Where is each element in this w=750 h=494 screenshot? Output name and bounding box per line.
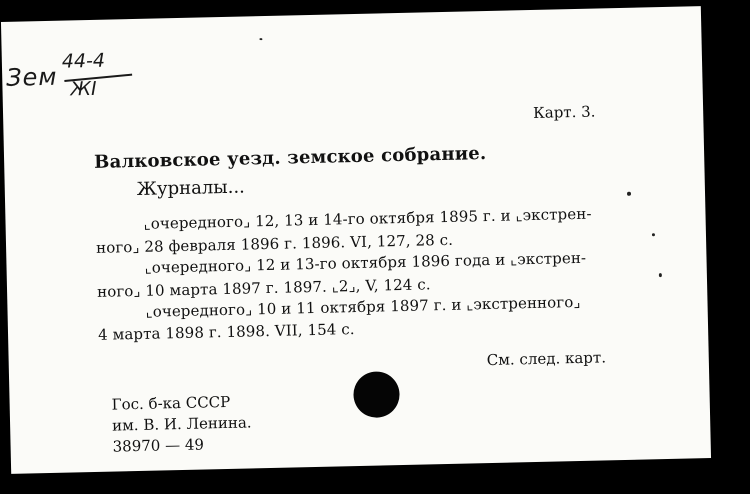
- card-number: Карт. 3.: [532, 102, 596, 122]
- library-name: Гос. б-ка СССР: [111, 392, 231, 414]
- handwritten-numerator: 44-4: [61, 49, 106, 73]
- card-subtitle: Журналы...: [136, 176, 246, 200]
- card-title: Валковское уезд. земское собрание.: [93, 143, 487, 173]
- entry-line: ного⌟ 28 февраля 1896 г. 1896. VI, 127, 28 с.: [95, 230, 454, 257]
- ink-speck: [659, 273, 662, 277]
- handwritten-denominator: ЖI: [70, 77, 97, 101]
- entry-line: ⌞очередного⌟ 10 и 11 октября 1897 г. и ⌞экстренного⌟: [145, 292, 581, 321]
- see-next-card-note: См. след. карт.: [486, 348, 607, 370]
- entry-line: ного⌟ 10 марта 1897 г. 1897. ⌞2⌟, V, 124 с.: [96, 275, 431, 301]
- punch-hole: [353, 371, 400, 418]
- ink-speck: [627, 192, 631, 196]
- entry-line: 4 марта 1898 г. 1898. VII, 154 с.: [97, 320, 355, 344]
- ink-speck: [652, 233, 655, 236]
- ink-speck: [259, 38, 262, 40]
- library-call-number: 38970 — 49: [112, 435, 205, 456]
- catalog-card: [1, 6, 711, 474]
- entry-line: ⌞очередного⌟ 12, 13 и 14-го октября 1895 г. и ⌞экстрен-: [143, 204, 592, 233]
- handwritten-prefix: Зем: [5, 62, 58, 92]
- library-dedication: им. В. И. Ленина.: [111, 413, 252, 435]
- entry-line: ⌞очередного⌟ 12 и 13-го октября 1896 года и ⌞экстрен-: [144, 248, 587, 277]
